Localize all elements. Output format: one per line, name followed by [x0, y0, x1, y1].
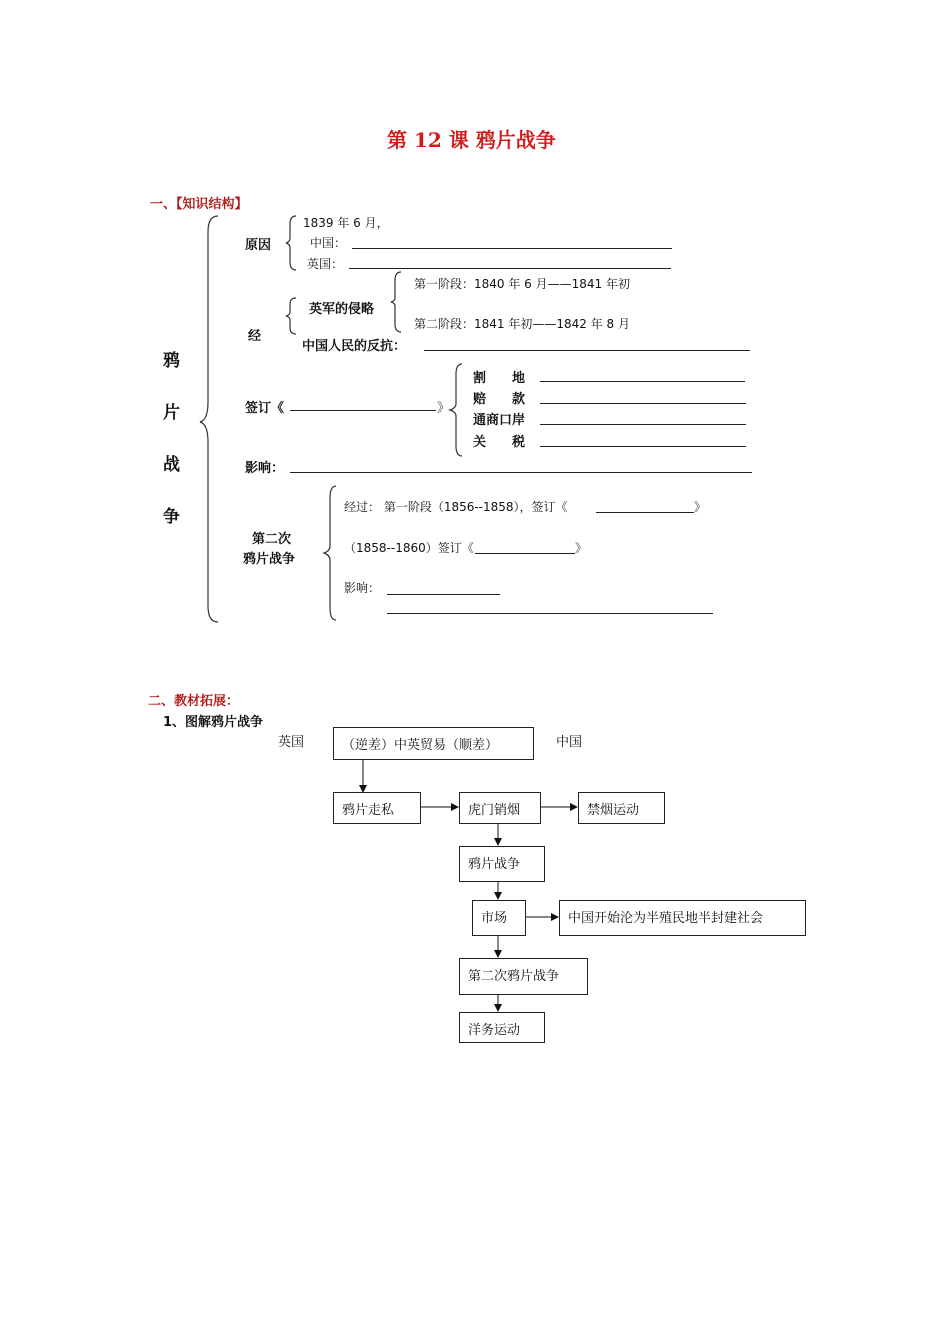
flow-node-trade: （逆差）中英贸易（顺差） — [333, 727, 534, 760]
topic-char-4: 争 — [163, 507, 180, 527]
cause-date: 1839 年 6 月， — [303, 216, 389, 230]
section-2-heading: 二、教材拓展： — [148, 694, 240, 709]
flow-node-smuggling: 鸦片走私 — [333, 792, 421, 824]
treaty-sign-suffix: 》 — [437, 401, 451, 416]
flow-node-humen: 虎门销烟 — [459, 792, 541, 824]
treaty-item-tariff: 关 税 — [473, 435, 526, 450]
invasion-label: 英军的侵略 — [309, 302, 375, 317]
topic-char-2: 片 — [163, 403, 180, 423]
stage-2: 第二阶段：1841 年初——1842 年 8 月 — [414, 317, 630, 331]
second-war-stage2-close: 》 — [575, 541, 588, 555]
cause-britain-label: 英国： — [307, 257, 344, 271]
flow-node-ban: 禁烟运动 — [578, 792, 665, 824]
flow-node-market: 市场 — [472, 900, 526, 936]
impact-label: 影响： — [245, 461, 285, 476]
resistance-label: 中国人民的反抗： — [302, 339, 407, 354]
stage-1: 第一阶段：1840 年 6 月——1841 年初 — [414, 277, 630, 291]
treaty-sign-prefix: 签订《 — [245, 401, 285, 416]
second-war-label-1: 第二次 — [252, 532, 292, 547]
flow-node-war: 鸦片战争 — [459, 846, 545, 882]
topic-char-1: 鸦 — [163, 351, 180, 371]
flow-label-china: 中国 — [556, 735, 583, 750]
flow-node-westernization: 洋务运动 — [459, 1012, 545, 1043]
second-war-course-close: 》 — [694, 500, 707, 514]
process-label: 经 — [248, 329, 262, 344]
flow-node-semi-colonial: 中国开始沦为半殖民地半封建社会 — [559, 900, 806, 936]
second-war-course: 经过： 第一阶段（1856--1858），签订《 — [344, 500, 568, 514]
second-war-label-2: 鸦片战争 — [243, 552, 296, 567]
treaty-item-indemnity: 赔 款 — [473, 392, 526, 407]
cause-label: 原因 — [245, 238, 272, 253]
second-war-stage2: （1858--1860）签订《 — [344, 541, 474, 555]
section-1-heading: 一、【知识结构】 — [150, 197, 248, 212]
cause-china-label: 中国： — [310, 236, 347, 250]
treaty-item-ports: 通商口岸 — [473, 413, 526, 428]
flow-label-britain: 英国 — [278, 735, 305, 750]
second-war-impact: 影响： — [344, 581, 381, 595]
topic-char-3: 战 — [163, 455, 180, 475]
flow-node-second-war: 第二次鸦片战争 — [459, 958, 588, 995]
page-title: 第 12 课 鸦片战争 — [387, 128, 556, 152]
section-2-subheading: 1、图解鸦片战争 — [163, 715, 264, 730]
treaty-item-land: 割 地 — [473, 371, 526, 386]
